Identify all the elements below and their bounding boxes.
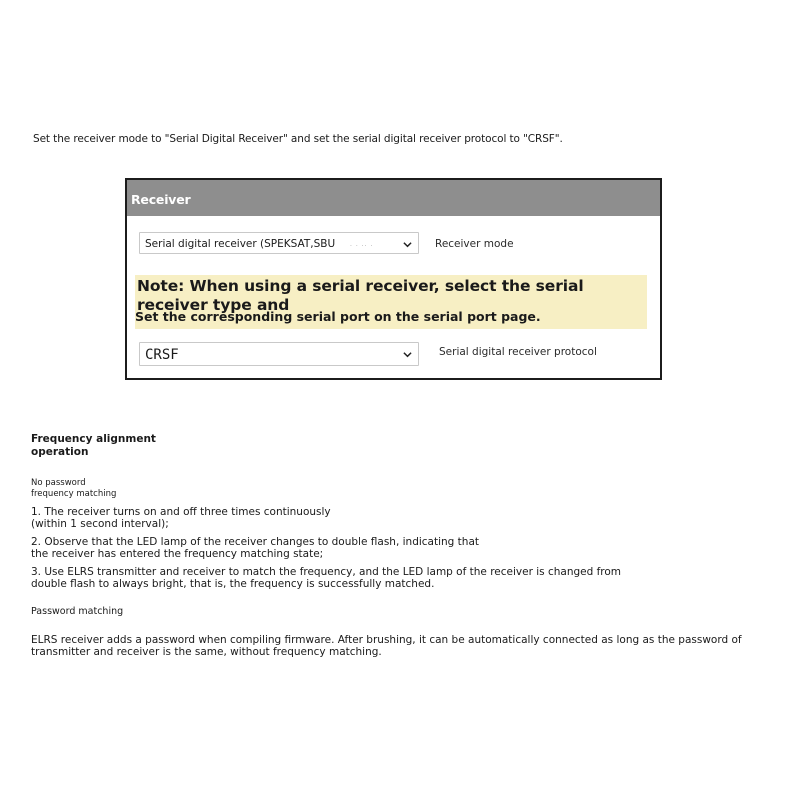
chevron-down-icon <box>403 350 412 359</box>
step-item <box>31 506 331 530</box>
frequency-heading <box>31 433 156 459</box>
frequency-heading-line: operation <box>31 446 89 458</box>
note-body: Set the corresponding serial port on the serial port page. <box>135 309 541 324</box>
step-item <box>31 536 479 560</box>
intro-instruction: Set the receiver mode to "Serial Digital Receiver" and set the serial digital receiver protocol to "CRSF". <box>33 133 563 145</box>
note-box <box>135 275 647 329</box>
step-line: 2. Observe that the LED lamp of the receiver changes to double flash, indicating that <box>31 536 479 548</box>
step-line: the receiver has entered the frequency matching state; <box>31 548 324 560</box>
no-password-heading-line: No password <box>31 478 86 488</box>
step-line: 3. Use ELRS transmitter and receiver to match the frequency, and the LED lamp of the receiver is changed from <box>31 566 622 578</box>
receiver-panel <box>125 178 662 380</box>
protocol-value: CRSF <box>145 347 179 363</box>
receiver-mode-label: Receiver mode <box>435 238 514 250</box>
frequency-heading-line: Frequency alignment <box>31 433 156 445</box>
receiver-mode-value: Serial digital receiver (SPEKSAT,SBU <box>145 238 336 250</box>
protocol-select[interactable] <box>139 342 419 366</box>
panel-title: Receiver <box>127 180 660 216</box>
step-item <box>31 566 621 590</box>
paragraph-line: ELRS receiver adds a password when compiling firmware. After brushing, it can be automatically connected as long as the password of <box>31 634 742 646</box>
step-line: (within 1 second interval); <box>31 518 169 530</box>
no-password-heading <box>31 478 116 500</box>
no-password-heading-line: frequency matching <box>31 489 117 499</box>
paragraph-line: transmitter and receiver is the same, without frequency matching. <box>31 646 382 658</box>
password-matching-heading: Password matching <box>31 606 124 617</box>
truncated-text-fade: · · ·· · <box>350 243 374 250</box>
elrs-password-paragraph <box>31 634 742 658</box>
step-line: double flash to always bright, that is, the frequency is successfully matched. <box>31 578 435 590</box>
receiver-mode-select[interactable] <box>139 232 419 254</box>
chevron-down-icon <box>403 240 412 249</box>
protocol-label: Serial digital receiver protocol <box>439 346 597 358</box>
note-title: Note: When using a serial receiver, select the serial receiver type and <box>137 277 584 314</box>
step-line: 1. The receiver turns on and off three times continuously <box>31 506 331 518</box>
